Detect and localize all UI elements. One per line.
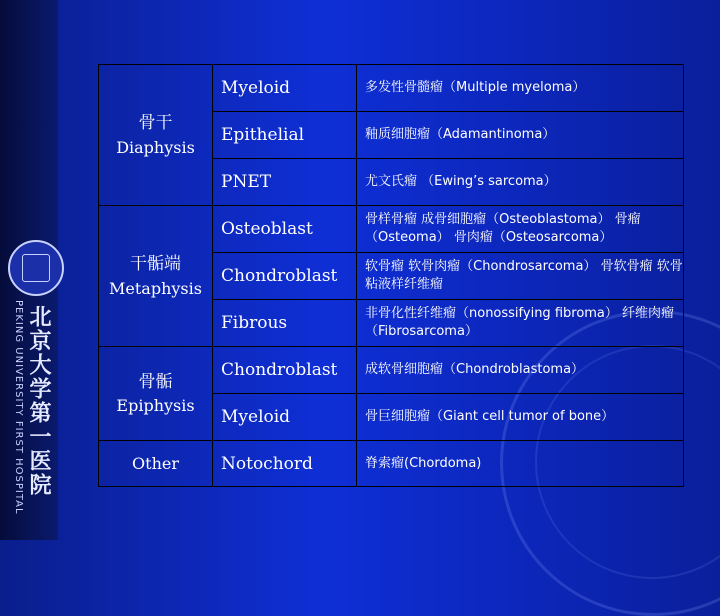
- cell-type: Chondroblast: [213, 253, 357, 300]
- university-seal-icon: [8, 240, 64, 296]
- cell-type: PNET: [213, 159, 357, 206]
- hospital-name-cn: 北京大学第一医院: [26, 305, 51, 497]
- tumor-desc: 软骨瘤 软骨肉瘤（Chondrosarcoma） 骨软骨瘤 软骨粘液样纤维瘤: [357, 253, 684, 300]
- cell-type: Epithelial: [213, 112, 357, 159]
- group-other: Other: [99, 441, 213, 487]
- table-row: [99, 206, 684, 253]
- tumor-desc: 骨巨细胞瘤（Giant cell tumor of bone）: [357, 394, 684, 441]
- tumor-desc: 多发性骨髓瘤（Multiple myeloma）: [357, 65, 684, 112]
- tumor-desc: 成软骨细胞瘤（Chondroblastoma）: [357, 347, 684, 394]
- cell-type: Fibrous: [213, 300, 357, 347]
- table-row: [99, 441, 684, 487]
- group-diaphysis: 骨干 Diaphysis: [99, 65, 213, 206]
- table-row: [99, 65, 684, 112]
- group-metaphysis: 干骺端 Metaphysis: [99, 206, 213, 347]
- cell-type: Osteoblast: [213, 206, 357, 253]
- cell-type: Notochord: [213, 441, 357, 487]
- hospital-name-en: PEKING UNIVERSITY FIRST HOSPITAL: [13, 300, 24, 515]
- group-epiphysis: 骨骺 Epiphysis: [99, 347, 213, 441]
- tumor-desc: 尤文氏瘤 （Ewing’s sarcoma）: [357, 159, 684, 206]
- cell-type: Chondroblast: [213, 347, 357, 394]
- tumor-desc: 脊索瘤(Chordoma): [357, 441, 684, 487]
- cell-type: Myeloid: [213, 65, 357, 112]
- table-row: [99, 347, 684, 394]
- tumor-desc: 非骨化性纤维瘤（nonossifying fibroma） 纤维肉瘤（Fibrosarcoma）: [357, 300, 684, 347]
- tumor-desc: 釉质细胞瘤（Adamantinoma）: [357, 112, 684, 159]
- cell-type: Myeloid: [213, 394, 357, 441]
- tumor-desc: 骨样骨瘤 成骨细胞瘤（Osteoblastoma） 骨瘤（Osteoma） 骨肉瘤（Osteosarcoma）: [357, 206, 684, 253]
- bone-tumor-table: [98, 64, 684, 487]
